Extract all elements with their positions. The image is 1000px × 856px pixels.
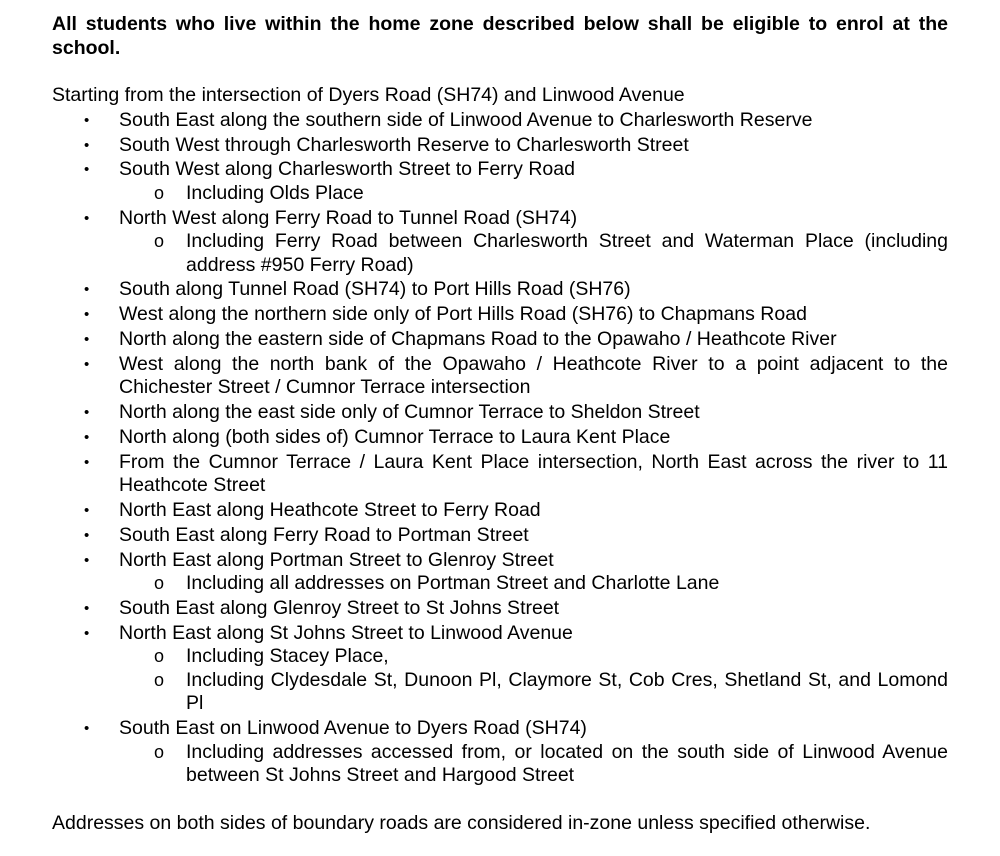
bullet-icon: •	[84, 209, 90, 227]
inclusion-item-text: Including all addresses on Portman Street and Charlotte Lane	[186, 572, 720, 595]
boundary-item-text: North East along St Johns Street to Linwood Avenue	[119, 621, 573, 644]
bullet-icon: •	[84, 526, 90, 544]
inclusion-item-text: Including addresses accessed from, or located on the south side of Linwood Avenue between St Johns Street and Hargood Street	[186, 740, 948, 787]
boundary-item-text: South East along the southern side of Linwood Avenue to Charlesworth Reserve	[119, 108, 813, 131]
bullet-icon: •	[84, 624, 90, 642]
bullet-icon: •	[84, 502, 90, 520]
bullet-icon: •	[84, 551, 90, 569]
boundary-item-text: South East on Linwood Avenue to Dyers Road (SH74)	[119, 717, 587, 740]
boundary-item	[52, 426, 948, 450]
inclusion-item	[119, 230, 948, 277]
boundary-item-text: North East along Heathcote Street to Ferry Road	[119, 499, 541, 522]
bullet-icon: •	[84, 453, 90, 471]
boundary-item-text: North along the east side only of Cumnor Terrace to Sheldon Street	[119, 401, 700, 424]
eligibility-statement: All students who live within the home zone described below shall be eligible to enrol at the school.	[52, 13, 948, 59]
boundary-item-text: West along the northern side only of Port Hills Road (SH76) to Chapmans Road	[119, 303, 807, 326]
boundary-item-text: South West along Charlesworth Street to Ferry Road	[119, 158, 575, 181]
boundary-item	[52, 328, 948, 352]
boundary-item	[52, 499, 948, 523]
boundary-item	[52, 207, 948, 278]
boundary-item	[52, 524, 948, 548]
inclusion-list	[119, 572, 948, 596]
boundary-item	[52, 278, 948, 302]
inclusion-item	[119, 645, 948, 669]
boundary-item	[52, 549, 948, 596]
boundary-item-text: North East along Portman Street to Glenroy Street	[119, 548, 554, 571]
boundary-item-text: From the Cumnor Terrace / Laura Kent Place intersection, North East across the river to 11 Heathcote Street	[119, 450, 948, 497]
bullet-icon: •	[84, 161, 90, 179]
bullet-icon: •	[84, 720, 90, 738]
inclusion-list	[119, 741, 948, 788]
boundary-item	[52, 134, 948, 158]
circle-bullet-icon: o	[154, 231, 165, 252]
bullet-icon: •	[84, 136, 90, 154]
boundary-item	[52, 451, 948, 498]
closing-note: Addresses on both sides of boundary roads are considered in-zone unless specified otherwise.	[52, 811, 871, 834]
bullet-icon: •	[84, 355, 90, 373]
bullet-icon: •	[84, 306, 90, 324]
inclusion-list	[119, 645, 948, 716]
inclusion-item-text: Including Stacey Place,	[186, 645, 389, 668]
inclusion-list	[119, 182, 948, 206]
boundary-item	[52, 717, 948, 788]
boundary-item-text: South West through Charlesworth Reserve to Charlesworth Street	[119, 133, 689, 156]
boundary-item-text: North West along Ferry Road to Tunnel Road (SH74)	[119, 206, 578, 229]
bullet-icon: •	[84, 428, 90, 446]
boundary-item-text: South along Tunnel Road (SH74) to Port Hills Road (SH76)	[119, 278, 631, 301]
inclusion-item-text: Including Clydesdale St, Dunoon Pl, Claymore St, Cob Cres, Shetland St, and Lomond Pl	[186, 668, 948, 715]
inclusion-list	[119, 230, 948, 277]
bullet-icon: •	[84, 404, 90, 422]
boundary-item-text: South East along Ferry Road to Portman Street	[119, 523, 529, 546]
bullet-icon: •	[84, 599, 90, 617]
inclusion-item	[119, 182, 948, 206]
boundary-list	[52, 109, 948, 788]
circle-bullet-icon: o	[154, 646, 165, 667]
boundary-item-text: West along the north bank of the Opawaho / Heathcote River to a point adjacent to the Chichester Street / Cumnor Terrace intersection	[119, 352, 948, 399]
inclusion-item-text: Including Ferry Road between Charlesworth Street and Waterman Place (including address #950 Ferry Road)	[186, 230, 948, 276]
boundary-item	[52, 303, 948, 327]
circle-bullet-icon: o	[154, 741, 165, 762]
bullet-icon: •	[84, 331, 90, 349]
circle-bullet-icon: o	[154, 573, 165, 594]
bullet-icon: •	[84, 281, 90, 299]
circle-bullet-icon: o	[154, 182, 165, 203]
boundary-item	[52, 109, 948, 133]
boundary-item-text: North along (both sides of) Cumnor Terrace to Laura Kent Place	[119, 425, 671, 448]
starting-point: Starting from the intersection of Dyers Road (SH74) and Linwood Avenue	[52, 84, 685, 106]
boundary-item	[52, 622, 948, 716]
boundary-item-text: South East along Glenroy Street to St Johns Street	[119, 596, 560, 619]
boundary-item	[52, 597, 948, 621]
inclusion-item	[119, 572, 948, 596]
boundary-item	[52, 353, 948, 400]
boundary-item-text: North along the eastern side of Chapmans Road to the Opawaho / Heathcote River	[119, 328, 837, 351]
boundary-item	[52, 158, 948, 205]
boundary-item	[52, 401, 948, 425]
inclusion-item	[119, 669, 948, 716]
inclusion-item-text: Including Olds Place	[186, 181, 364, 204]
inclusion-item	[119, 741, 948, 788]
bullet-icon: •	[84, 111, 90, 129]
circle-bullet-icon: o	[154, 669, 165, 690]
